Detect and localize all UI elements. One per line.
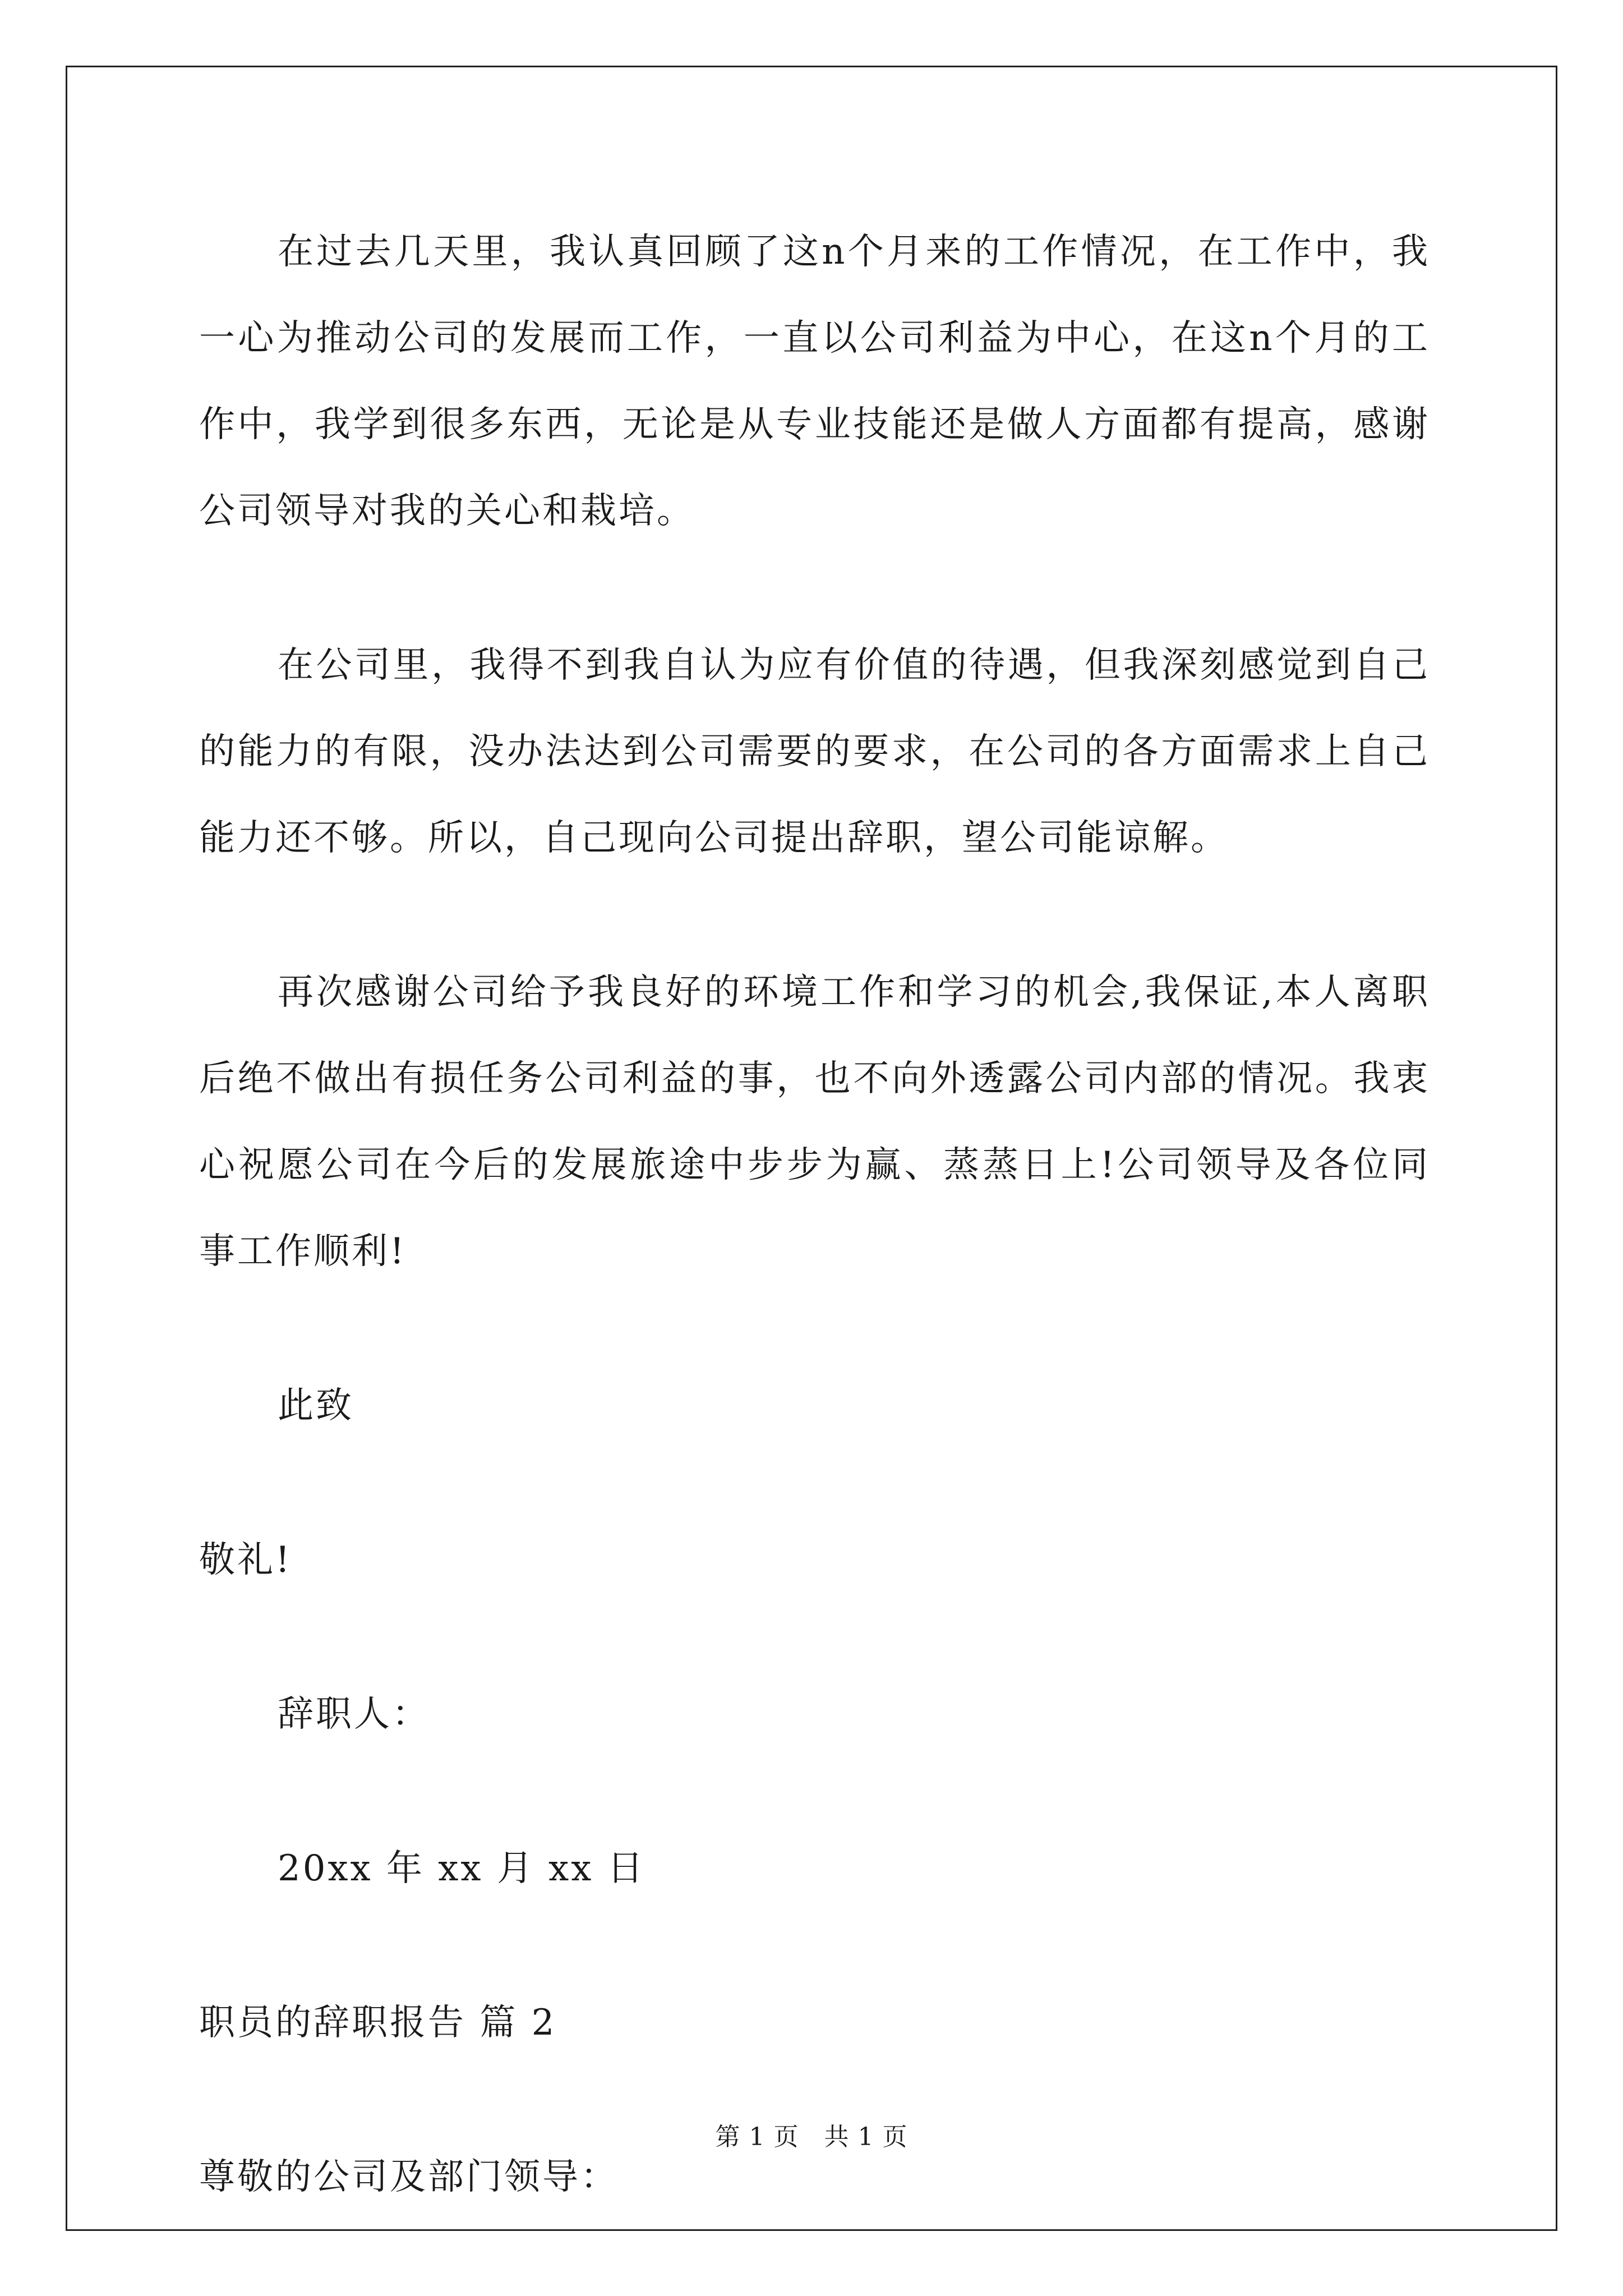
closing-line: 此致 [278,1385,354,1427]
body-paragraph-1: 在过去几天里，我认真回顾了这n个月来的工作情况，在工作中，我一心为推动公司的发展而工作，一直以公司利益为中心，在这n个月的工作中，我学到很多东西，无论是从专业技能还是做人方面都有提高，感谢公司领导对我的关心和栽培。 [199,231,1430,532]
salute-line: 敬礼! [199,1539,292,1581]
section-title: 职员的辞职报告 篇 2 [199,2002,557,2044]
body-paragraph-2: 在公司里，我得不到我自认为应有价值的待遇，但我深刻感觉到自己的能力的有限，没办法达到公司需要的要求，在公司的各方面需求上自己能力还不够。所以，自己现向公司提出辞职，望公司能谅解。 [199,645,1430,859]
signature-line: 辞职人： [278,1694,430,1735]
page-footer: 第 1 页 共 1 页 [715,2123,908,2151]
date-line: 20xx 年 xx 月 xx 日 [278,1848,645,1889]
body-paragraph-3: 再次感谢公司给予我良好的环境工作和学习的机会,我保证,本人离职后绝不做出有损任务公司利益的事，也不向外透露公司内部的情况。我衷心祝愿公司在今后的发展旅途中步步为赢、蒸蒸日上!公司领导及各位同事工作顺利! [199,972,1430,1272]
greeting-line: 尊敬的公司及部门领导： [199,2156,619,2198]
document-body [199,209,1430,2288]
